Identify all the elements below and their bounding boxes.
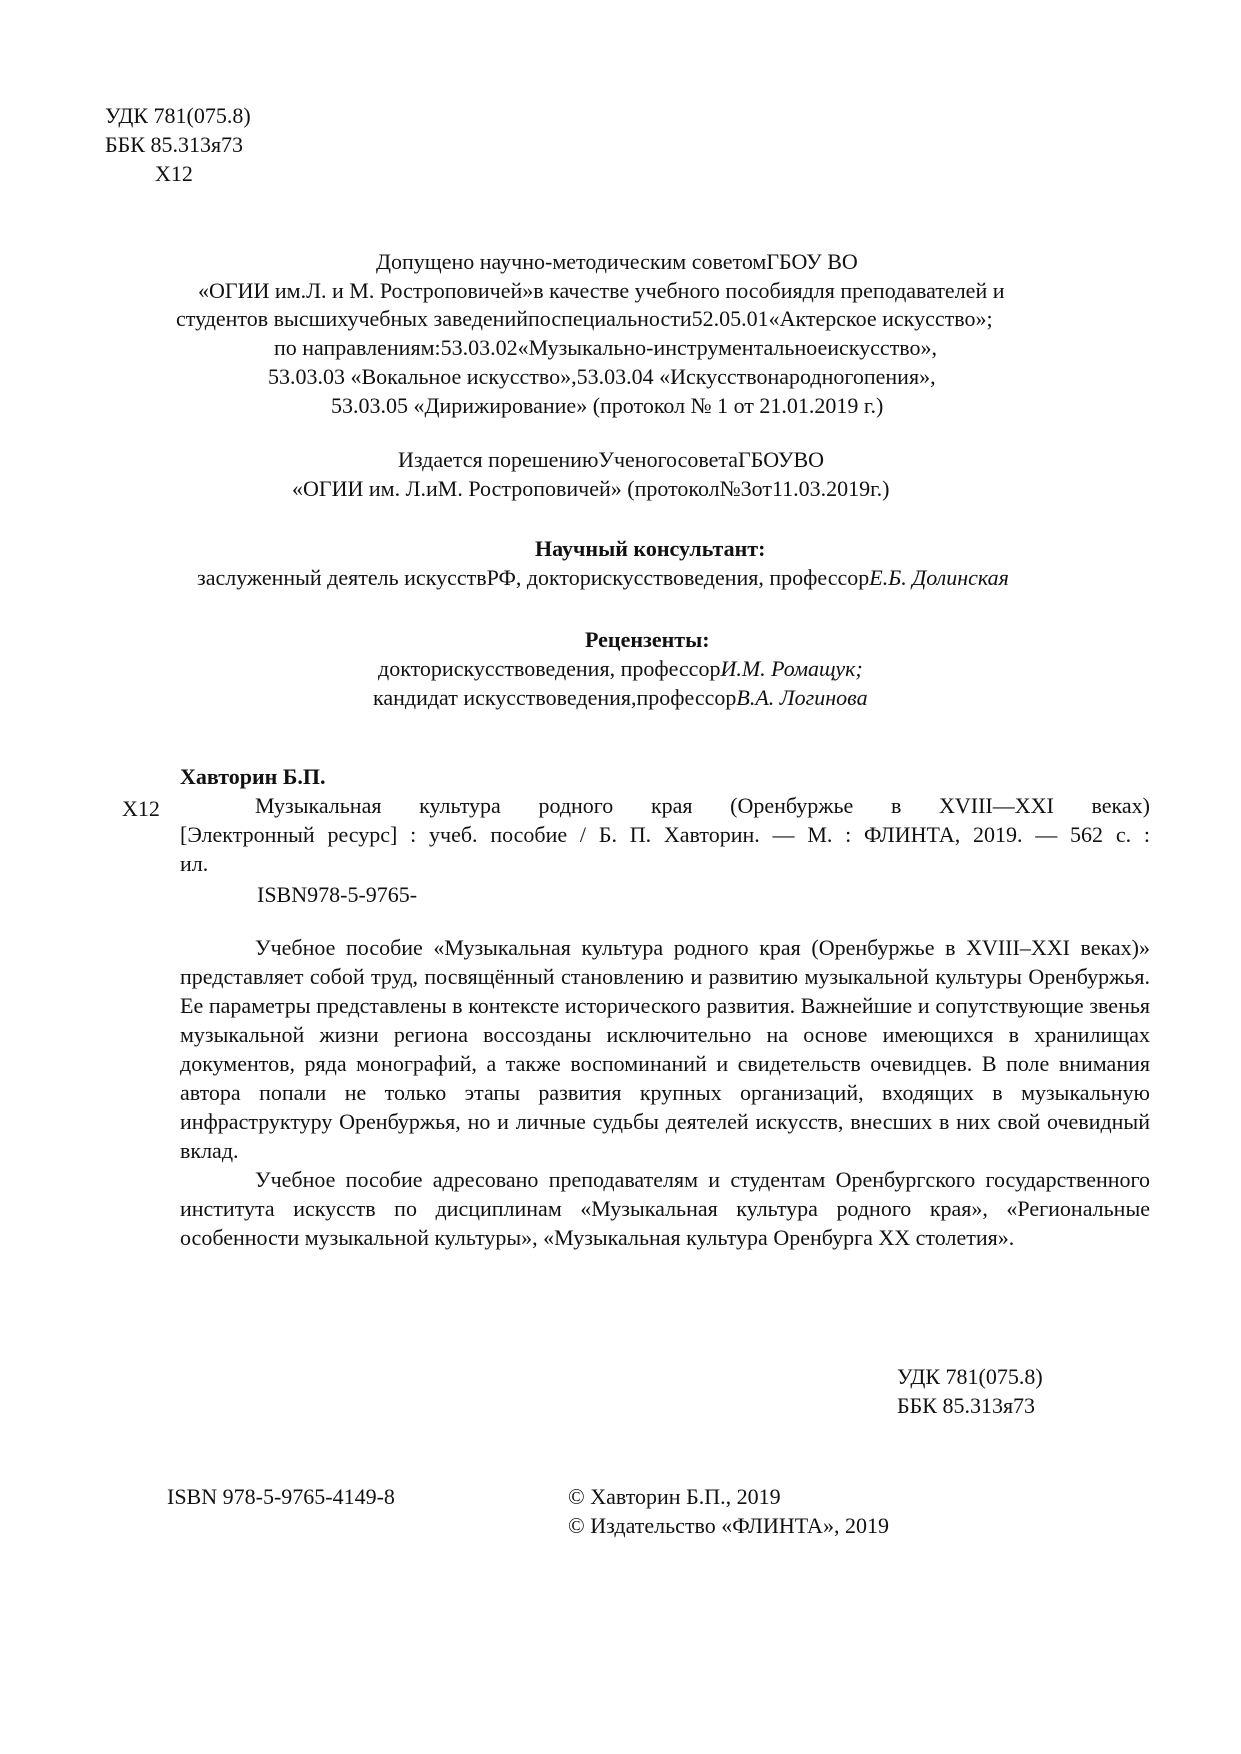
approval-line-2: «ОГИИ им.Л. и М. Ростроповичей»в качестве учебного пособиядля преподавателей и bbox=[198, 278, 1005, 303]
consultant-text: заслуженный деятель искусствРФ, докторискусствоведения, профессор bbox=[197, 565, 870, 590]
reviewer-1-text: докторискусствоведения, профессор bbox=[378, 656, 721, 681]
reviewer-line-1 bbox=[378, 654, 863, 683]
biblio-isbn: ISBN978-5-9765- bbox=[257, 882, 418, 907]
approval-line-4: по направлениям:53.03.02«Музыкально-инструментальноеискусство», bbox=[274, 335, 938, 360]
biblio-author: Хавторин Б.П. bbox=[180, 764, 326, 789]
annotation-paragraph-1: Учебное пособие «Музыкальная культура родного края (Оренбуржье в XVIII–XXI веках)» представляет собой труд, посвящённый становлению и развитию музыкальной культуры Оренбуржья. Ее параметры представлены в контексте исторического развития. Важнейшие и сопутствующие звенья музыкальной жизни региона воссозданы исключительно на основе имеющихся в хранилищах документов, ряда монографий, а также воспоминаний и свидетельств очевидцев. В поле внимания автора попали не только этапы развития крупных организаций, входящих в музыкальную инфраструктуру Оренбуржья, но и личные судьбы деятелей искусств, внесших в них свой очевидный вклад. bbox=[180, 935, 1150, 1163]
reviewer-2-text: кандидат искусствоведения,профессор bbox=[373, 685, 737, 710]
copyright-publisher: © Издательство «ФЛИНТА», 2019 bbox=[568, 1513, 889, 1538]
annotation bbox=[180, 933, 1150, 1252]
approval-line-6: 53.03.05 «Дирижирование» (протокол № 1 от 21.01.2019 г.) bbox=[331, 393, 884, 418]
approval-line-3: студентов высшихучебных заведенийпоспециальности52.05.01«Актерское искусство»; bbox=[176, 306, 993, 331]
publication-line-1: Издается порешениюУченогосоветаГБОУВО bbox=[398, 447, 825, 472]
consultant-name: Е.Б. Долинская bbox=[869, 565, 1009, 590]
approval-line-5: 53.03.03 «Вокальное искусство»,53.03.04 «Искусствонародногопения», bbox=[268, 364, 936, 389]
udk-top: УДК 781(075.8) bbox=[105, 103, 251, 128]
reviewer-line-2 bbox=[373, 683, 868, 712]
publication-line-2: «ОГИИ им. Л.иМ. Ростроповичей» (протокол№3от11.03.2019г.) bbox=[292, 476, 890, 501]
biblio-line-3: ил. bbox=[180, 851, 209, 876]
consultant-heading: Научный консультант: bbox=[535, 536, 766, 561]
author-code-top: Х12 bbox=[155, 161, 193, 186]
bbk-bottom: ББК 85.313я73 bbox=[897, 1393, 1036, 1418]
reviewer-2-name: В.А. Логинова bbox=[736, 685, 868, 710]
udk-bottom: УДК 781(075.8) bbox=[897, 1364, 1043, 1389]
approval-line-1: Допущено научно-методическим советомГБОУ ВО bbox=[376, 249, 858, 274]
biblio-code: Х12 bbox=[122, 796, 160, 821]
footer-isbn: ISBN 978-5-9765-4149-8 bbox=[167, 1484, 395, 1509]
reviewer-1-name: И.М. Ромащук; bbox=[720, 656, 863, 681]
copyright-author: © Хавторин Б.П., 2019 bbox=[568, 1484, 781, 1509]
bbk-top: ББК 85.313я73 bbox=[105, 132, 244, 157]
reviewers-heading: Рецензенты: bbox=[585, 627, 710, 652]
biblio-line-2: [Электронный ресурс] : учеб. пособие / Б. П. Хавторин. — М. : ФЛИНТА, 2019. — 562 с. : bbox=[180, 822, 1150, 847]
consultant-line bbox=[197, 563, 1009, 592]
annotation-paragraph-2: Учебное пособие адресовано преподавателям и студентам Оренбургского государственного института искусств по дисциплинам «Музыкальная культура родного края», «Региональные особенности музыкальной культуры», «Музыкальная культура Оренбурга XX столетия». bbox=[180, 1167, 1150, 1250]
biblio-line-1: Музыкальная культура родного края (Оренбуржье в XVIII—XXI веках) bbox=[255, 793, 1150, 818]
